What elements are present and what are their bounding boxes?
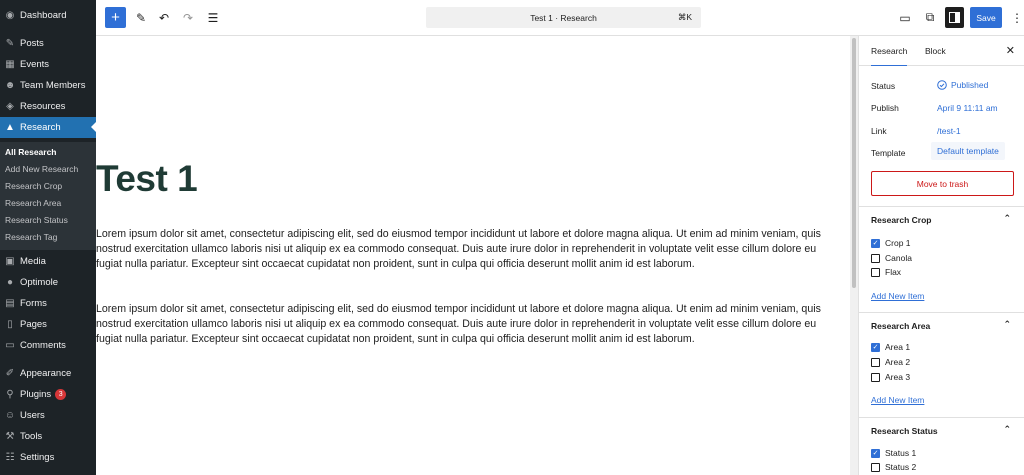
checkbox-label: Area 1 [885, 342, 911, 352]
submenu-research-crop[interactable]: Research Crop [5, 181, 63, 191]
admin-menu-forms[interactable] [0, 293, 96, 314]
add-block-button[interactable]: + [105, 7, 126, 28]
settings-panel-toggle[interactable] [945, 7, 964, 28]
add-new-crop-link[interactable]: Add New Item [871, 291, 925, 301]
admin-menu-label: Forms [20, 298, 47, 309]
checkbox-area-2[interactable] [871, 357, 910, 367]
research-crop-title: Research Crop [871, 214, 932, 225]
checkbox-unchecked[interactable] [871, 373, 880, 382]
status-value[interactable] [937, 80, 988, 90]
submenu-all-research[interactable]: All Research [5, 147, 57, 157]
checkbox-label: Flax [885, 267, 902, 277]
submenu-add-new-research[interactable]: Add New Research [5, 164, 79, 174]
plugin-icon: ⚲ [6, 389, 14, 400]
pages-icon: ▯ [7, 319, 13, 330]
admin-menu-label: Events [20, 59, 50, 70]
admin-menu-label: Tools [20, 431, 43, 442]
settings-sidebar [858, 36, 1024, 475]
resources-icon: ◈ [6, 101, 14, 112]
calendar-icon: ▦ [5, 59, 15, 70]
submenu-research-area[interactable]: Research Area [5, 198, 62, 208]
admin-menu-label: Users [20, 410, 45, 421]
tab-research[interactable]: Research [871, 36, 907, 66]
admin-menu-optimole[interactable] [0, 272, 96, 293]
admin-menu-label: Research [20, 122, 61, 133]
pencil-icon[interactable]: ✎ [135, 10, 147, 25]
checkbox-area-3[interactable] [871, 372, 910, 382]
more-options-icon[interactable]: ⋮ [1011, 10, 1023, 25]
checkbox-label: Canola [885, 253, 912, 263]
admin-menu-label: Posts [20, 38, 44, 49]
checkbox-label: Area 2 [885, 357, 911, 367]
editor-canvas[interactable] [96, 36, 850, 475]
template-selector[interactable]: Default template [931, 142, 1005, 160]
save-button[interactable]: Save [970, 7, 1002, 28]
sidebar-tabs [859, 36, 1024, 66]
pin-icon: ✎ [5, 38, 15, 49]
checkbox-crop-1[interactable] [871, 238, 911, 248]
admin-menu-plugins[interactable] [0, 384, 96, 405]
user-icon: ☺ [4, 410, 16, 421]
admin-menu-resources[interactable] [0, 96, 96, 117]
external-link-icon[interactable]: ⧉ [925, 10, 935, 24]
research-status-title: Research Status [871, 425, 938, 436]
media-icon: ▣ [5, 256, 15, 267]
canvas-scrollbar[interactable] [850, 36, 858, 475]
checkbox-label: Crop 1 [885, 238, 911, 248]
add-new-area-link[interactable]: Add New Item [871, 395, 925, 405]
admin-menu-label: Optimole [20, 277, 59, 288]
paragraph-block-2[interactable]: Lorem ipsum dolor sit amet, consectetur adipiscing elit, sed do eiusmod tempor incididunt ut labore et dolore magna aliqua. Ut enim ad minim veniam, quis nostrud exercitation ullamco laboris nisi ut aliquip ex ea commodo consequat. Duis aute irure dolor in reprehenderit in voluptate velit esse cillum dolore eu fugiat nulla pariatur. Excepteur sint occaecat cupidatat non proident, sunt in culpa qui officia deserunt mollit anim id est laborum. [96, 303, 821, 345]
checkbox-status-2[interactable] [871, 462, 916, 472]
admin-menu-media[interactable] [0, 251, 96, 272]
submenu-research-tag[interactable]: Research Tag [5, 232, 58, 242]
sidebar-icon [949, 12, 960, 23]
research-area-title: Research Area [871, 320, 931, 331]
graduation-cap-icon: ▲ [5, 122, 15, 133]
checkbox-checked[interactable]: ✓ [872, 240, 879, 247]
submenu-research-status[interactable]: Research Status [5, 215, 68, 225]
checkbox-label: Status 2 [885, 462, 917, 472]
admin-menu-appearance[interactable] [0, 363, 96, 384]
paragraph-block-1[interactable]: Lorem ipsum dolor sit amet, consectetur adipiscing elit, sed do eiusmod tempor incididunt ut labore et dolore magna aliqua. Ut enim ad minim veniam, quis nostrud exercitation ullamco laboris nisi ut aliquip ex ea commodo consequat. Duis aute irure dolor in reprehenderit in voluptate velit esse cillum dolore eu fugiat nulla pariatur. Excepteur sint occaecat cupidatat non proident, sunt in culpa qui officia deserunt mollit anim id est laborum. [96, 228, 821, 270]
chevron-up-icon[interactable]: ⌃ [1003, 319, 1011, 329]
research-area-header[interactable] [859, 312, 1024, 338]
published-check-icon [937, 80, 947, 90]
document-title: Test 1 · Research [530, 12, 597, 23]
admin-menu-label: Pages [20, 319, 47, 330]
admin-menu-pages[interactable] [0, 314, 96, 335]
admin-sidebar [0, 0, 96, 475]
admin-menu-users[interactable] [0, 405, 96, 426]
status-label: Status [871, 81, 896, 91]
checkbox-unchecked[interactable] [871, 268, 880, 277]
close-icon[interactable]: ✕ [1005, 45, 1015, 57]
research-submenu [0, 142, 96, 250]
comment-icon: ▭ [5, 340, 15, 351]
settings-icon: ☷ [5, 452, 15, 463]
desktop-preview-icon[interactable]: ▭ [899, 10, 911, 25]
chevron-up-icon[interactable]: ⌃ [1003, 213, 1011, 223]
admin-menu-label: Appearance [20, 368, 72, 379]
admin-menu-posts[interactable] [0, 33, 96, 54]
permalink[interactable]: /test-1 [937, 126, 961, 136]
checkbox-unchecked[interactable] [871, 358, 880, 367]
people-icon: ☻ [4, 80, 16, 91]
template-label: Template [871, 148, 906, 158]
checkbox-status-1[interactable] [871, 448, 916, 458]
dashboard-icon: ◉ [5, 10, 15, 21]
admin-menu-label: Dashboard [20, 10, 67, 21]
publish-label: Publish [871, 103, 899, 113]
admin-menu-label: Plugins [20, 389, 52, 400]
tab-block[interactable]: Block [925, 46, 946, 56]
forms-icon: ▤ [5, 298, 15, 309]
admin-menu-label: Resources [20, 101, 66, 112]
admin-menu-label: Team Members [20, 80, 86, 91]
checkbox-checked[interactable]: ✓ [872, 344, 879, 351]
research-status-header[interactable] [859, 417, 1024, 443]
admin-menu-research[interactable] [0, 117, 96, 138]
redo-icon[interactable]: ↷ [182, 10, 194, 25]
update-count-badge: 3 [55, 389, 66, 400]
admin-menu-label: Media [20, 256, 46, 267]
checkbox-unchecked[interactable] [871, 463, 880, 472]
publish-date[interactable]: April 9 11:11 am [937, 103, 998, 113]
optimole-icon: ● [6, 277, 14, 288]
list-view-icon[interactable]: ☰ [207, 10, 219, 25]
checkbox-label: Status 1 [885, 448, 917, 458]
move-to-trash-button[interactable]: Move to trash [871, 171, 1014, 196]
link-label: Link [871, 126, 887, 136]
checkbox-label: Area 3 [885, 372, 911, 382]
wrench-icon: ⚒ [5, 431, 15, 442]
admin-menu-label: Settings [20, 452, 55, 463]
admin-menu-events[interactable] [0, 54, 96, 75]
scrollbar-thumb[interactable] [852, 38, 856, 288]
research-crop-header[interactable] [859, 206, 1024, 232]
post-title[interactable]: Test 1 [96, 158, 198, 199]
checkbox-canola[interactable] [871, 253, 912, 263]
checkbox-unchecked[interactable] [871, 254, 880, 263]
admin-menu-comments[interactable] [0, 335, 96, 356]
admin-menu-tools[interactable] [0, 426, 96, 447]
shortcut-hint: ⌘K [677, 12, 692, 22]
status-text: Published [951, 80, 989, 90]
command-palette-bar[interactable] [426, 7, 701, 28]
chevron-up-icon[interactable]: ⌃ [1003, 424, 1011, 434]
admin-menu-settings[interactable] [0, 447, 96, 468]
admin-menu-team-members[interactable] [0, 75, 96, 96]
checkbox-area-1[interactable] [871, 342, 910, 352]
checkbox-checked[interactable]: ✓ [872, 450, 879, 457]
admin-menu-label: Comments [20, 340, 66, 351]
undo-icon[interactable]: ↶ [158, 10, 170, 25]
paintbrush-icon: ✐ [5, 368, 15, 379]
editor-toolbar [96, 0, 1024, 36]
checkbox-flax[interactable] [871, 267, 901, 277]
admin-menu-dashboard[interactable] [0, 5, 96, 26]
